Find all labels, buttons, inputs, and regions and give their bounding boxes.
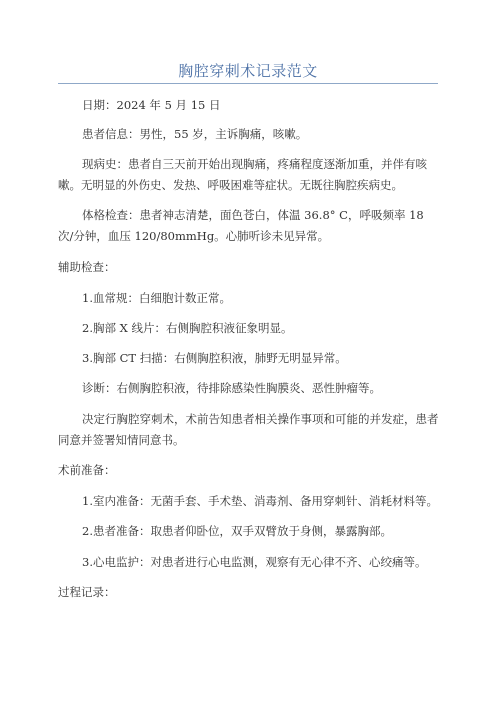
physical-exam: 体格检查：患者神志清楚，面色苍白，体温 36.8° C，呼吸频率 18 次/分钟，血压 120/80mmHg。心肺听诊未见异常。 [58,208,428,243]
date-line: 日期：2024 年 5 月 15 日 [82,98,221,112]
title-divider [58,83,438,84]
document-title: 胸腔穿刺术记录范文 [178,62,318,80]
auxiliary-exam-item: 3.胸部 CT 扫描：右侧胸腔积液，肺野无明显异常。 [82,351,347,365]
procedure-decision: 决定行胸腔穿刺术，术前告知患者相关操作事项和可能的并发症，患者同意并签署知情同意书。 [58,412,439,447]
diagnosis: 诊断：右侧胸腔积液，待排除感染性胸膜炎、恶性肿瘤等。 [82,381,381,395]
preparation-item: 3.心电监护：对患者进行心电监测，观察有无心律不齐、心绞痛等。 [82,555,427,569]
process-record-heading: 过程记录： [58,585,116,599]
auxiliary-exam-item: 1.血常规：白细胞计数正常。 [82,291,231,305]
present-history: 现病史：患者自三天前开始出现胸痛，疼痛程度逐渐加重，并伴有咳嗽。无明显的外伤史、发热、呼吸困难等症状。无既往胸腔疾病史。 [58,157,427,192]
patient-info: 患者信息：男性，55 岁，主诉胸痛，咳嗽。 [82,127,308,141]
preparation-item: 2.患者准备：取患者仰卧位，双手双臂放于身侧，暴露胸部。 [82,524,392,538]
auxiliary-exam-item: 2.胸部 X 线片：右侧胸腔积液征象明显。 [82,321,293,335]
auxiliary-exam-heading: 辅助检查： [58,260,116,274]
preparation-item: 1.室内准备：无菌手套、手术垫、消毒剂、备用穿刺针、消耗材料等。 [82,494,438,508]
preparation-heading: 术前准备： [58,463,116,477]
